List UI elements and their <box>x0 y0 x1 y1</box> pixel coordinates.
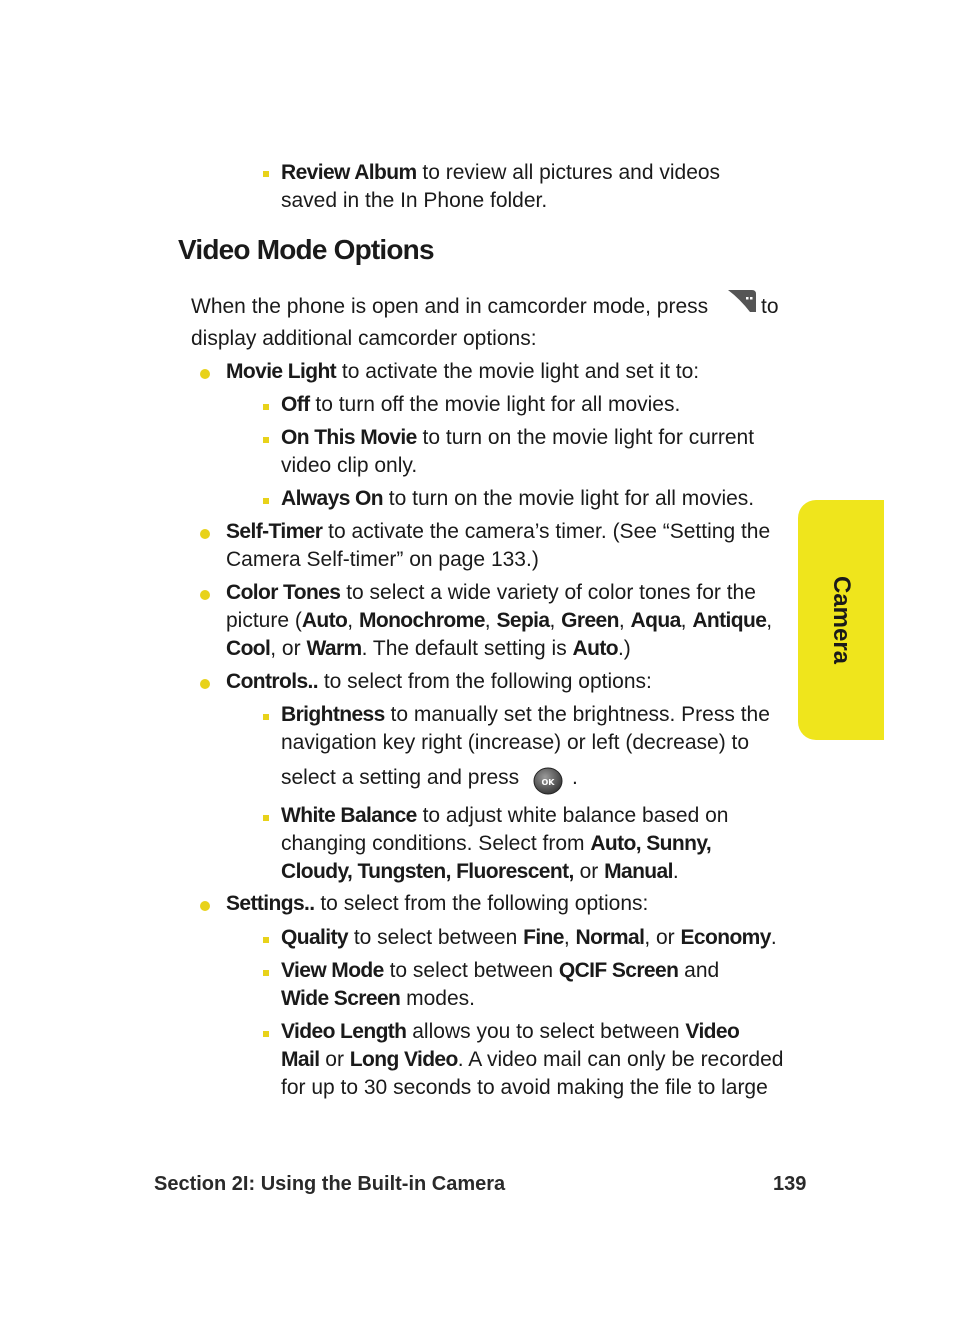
brightness-item-line2: navigation key right (increase) or left (decrease) to <box>281 731 750 754</box>
video-length-line2: Mail or Long Video. A video mail can only be recorded <box>281 1048 784 1071</box>
controls-item: Controls.. to select from the following options: <box>226 670 652 693</box>
square-bullet <box>263 1031 269 1037</box>
review-album-item: Review Album to review all pictures and videos <box>281 161 721 184</box>
self-timer-item-line2: Camera Self-timer” on page 133.) <box>226 548 539 571</box>
movie-light-item: Movie Light to activate the movie light and set it to: <box>226 360 700 383</box>
side-tab-label: Camera <box>828 575 855 665</box>
brightness-item-line3: select a setting and press <box>281 766 520 789</box>
ok-button-icon <box>532 766 564 796</box>
movie-light-on-this-movie: On This Movie to turn on the movie light for current <box>281 426 755 449</box>
movie-light-always-on: Always On to turn on the movie light for all movies. <box>281 487 755 510</box>
quality-item: Quality to select between Fine, Normal, or Economy. <box>281 926 777 949</box>
square-bullet <box>263 171 269 177</box>
brightness-item-line3-end: . <box>572 766 578 789</box>
settings-item: Settings.. to select from the following options: <box>226 892 649 915</box>
white-balance-item: White Balance to adjust white balance based on <box>281 804 729 827</box>
menu-softkey-icon <box>726 287 758 315</box>
color-tones-line2: picture (Auto, Monochrome, Sepia, Green, Aqua, Antique, <box>226 609 773 632</box>
intro-text-line2: display additional camcorder options: <box>191 327 537 350</box>
round-bullet <box>200 901 210 911</box>
movie-light-off: Off to turn off the movie light for all movies. <box>281 393 681 416</box>
footer-section-title: Section 2I: Using the Built-in Camera <box>154 1173 506 1195</box>
page-title: Video Mode Options <box>178 234 434 265</box>
round-bullet <box>200 679 210 689</box>
square-bullet <box>263 714 269 720</box>
square-bullet <box>263 815 269 821</box>
white-balance-line2: changing conditions. Select from Auto, Sunny, <box>281 832 712 855</box>
square-bullet <box>263 404 269 410</box>
footer-page-number: 139 <box>773 1173 807 1195</box>
video-length-line3: for up to 30 seconds to avoid making the file to large <box>281 1076 768 1099</box>
video-length-item: Video Length allows you to select between Video <box>281 1020 740 1043</box>
white-balance-line3: Cloudy, Tungsten, Fluorescent, or Manual. <box>281 860 679 883</box>
round-bullet <box>200 369 210 379</box>
round-bullet <box>200 590 210 600</box>
self-timer-item: Self-Timer to activate the camera’s timer. (See “Setting the <box>226 520 771 543</box>
color-tones-item: Color Tones to select a wide variety of color tones for the <box>226 581 756 604</box>
brightness-item: Brightness to manually set the brightness. Press the <box>281 703 770 726</box>
square-bullet <box>263 437 269 443</box>
intro-text: When the phone is open and in camcorder mode, press <box>191 295 709 318</box>
view-mode-item: View Mode to select between QCIF Screen and <box>281 959 720 982</box>
square-bullet <box>263 970 269 976</box>
round-bullet <box>200 529 210 539</box>
square-bullet <box>263 937 269 943</box>
section-side-tab <box>798 500 884 740</box>
view-mode-item-line2: Wide Screen modes. <box>281 987 475 1010</box>
movie-light-on-this-movie-line2: video clip only. <box>281 454 418 477</box>
ok-button-label: OK <box>541 778 555 787</box>
intro-after-icon: to <box>761 295 779 318</box>
square-bullet <box>263 498 269 504</box>
color-tones-line3: Cool, or Warm. The default setting is Auto.) <box>226 637 631 660</box>
review-album-item-line2: saved in the In Phone folder. <box>281 189 548 212</box>
